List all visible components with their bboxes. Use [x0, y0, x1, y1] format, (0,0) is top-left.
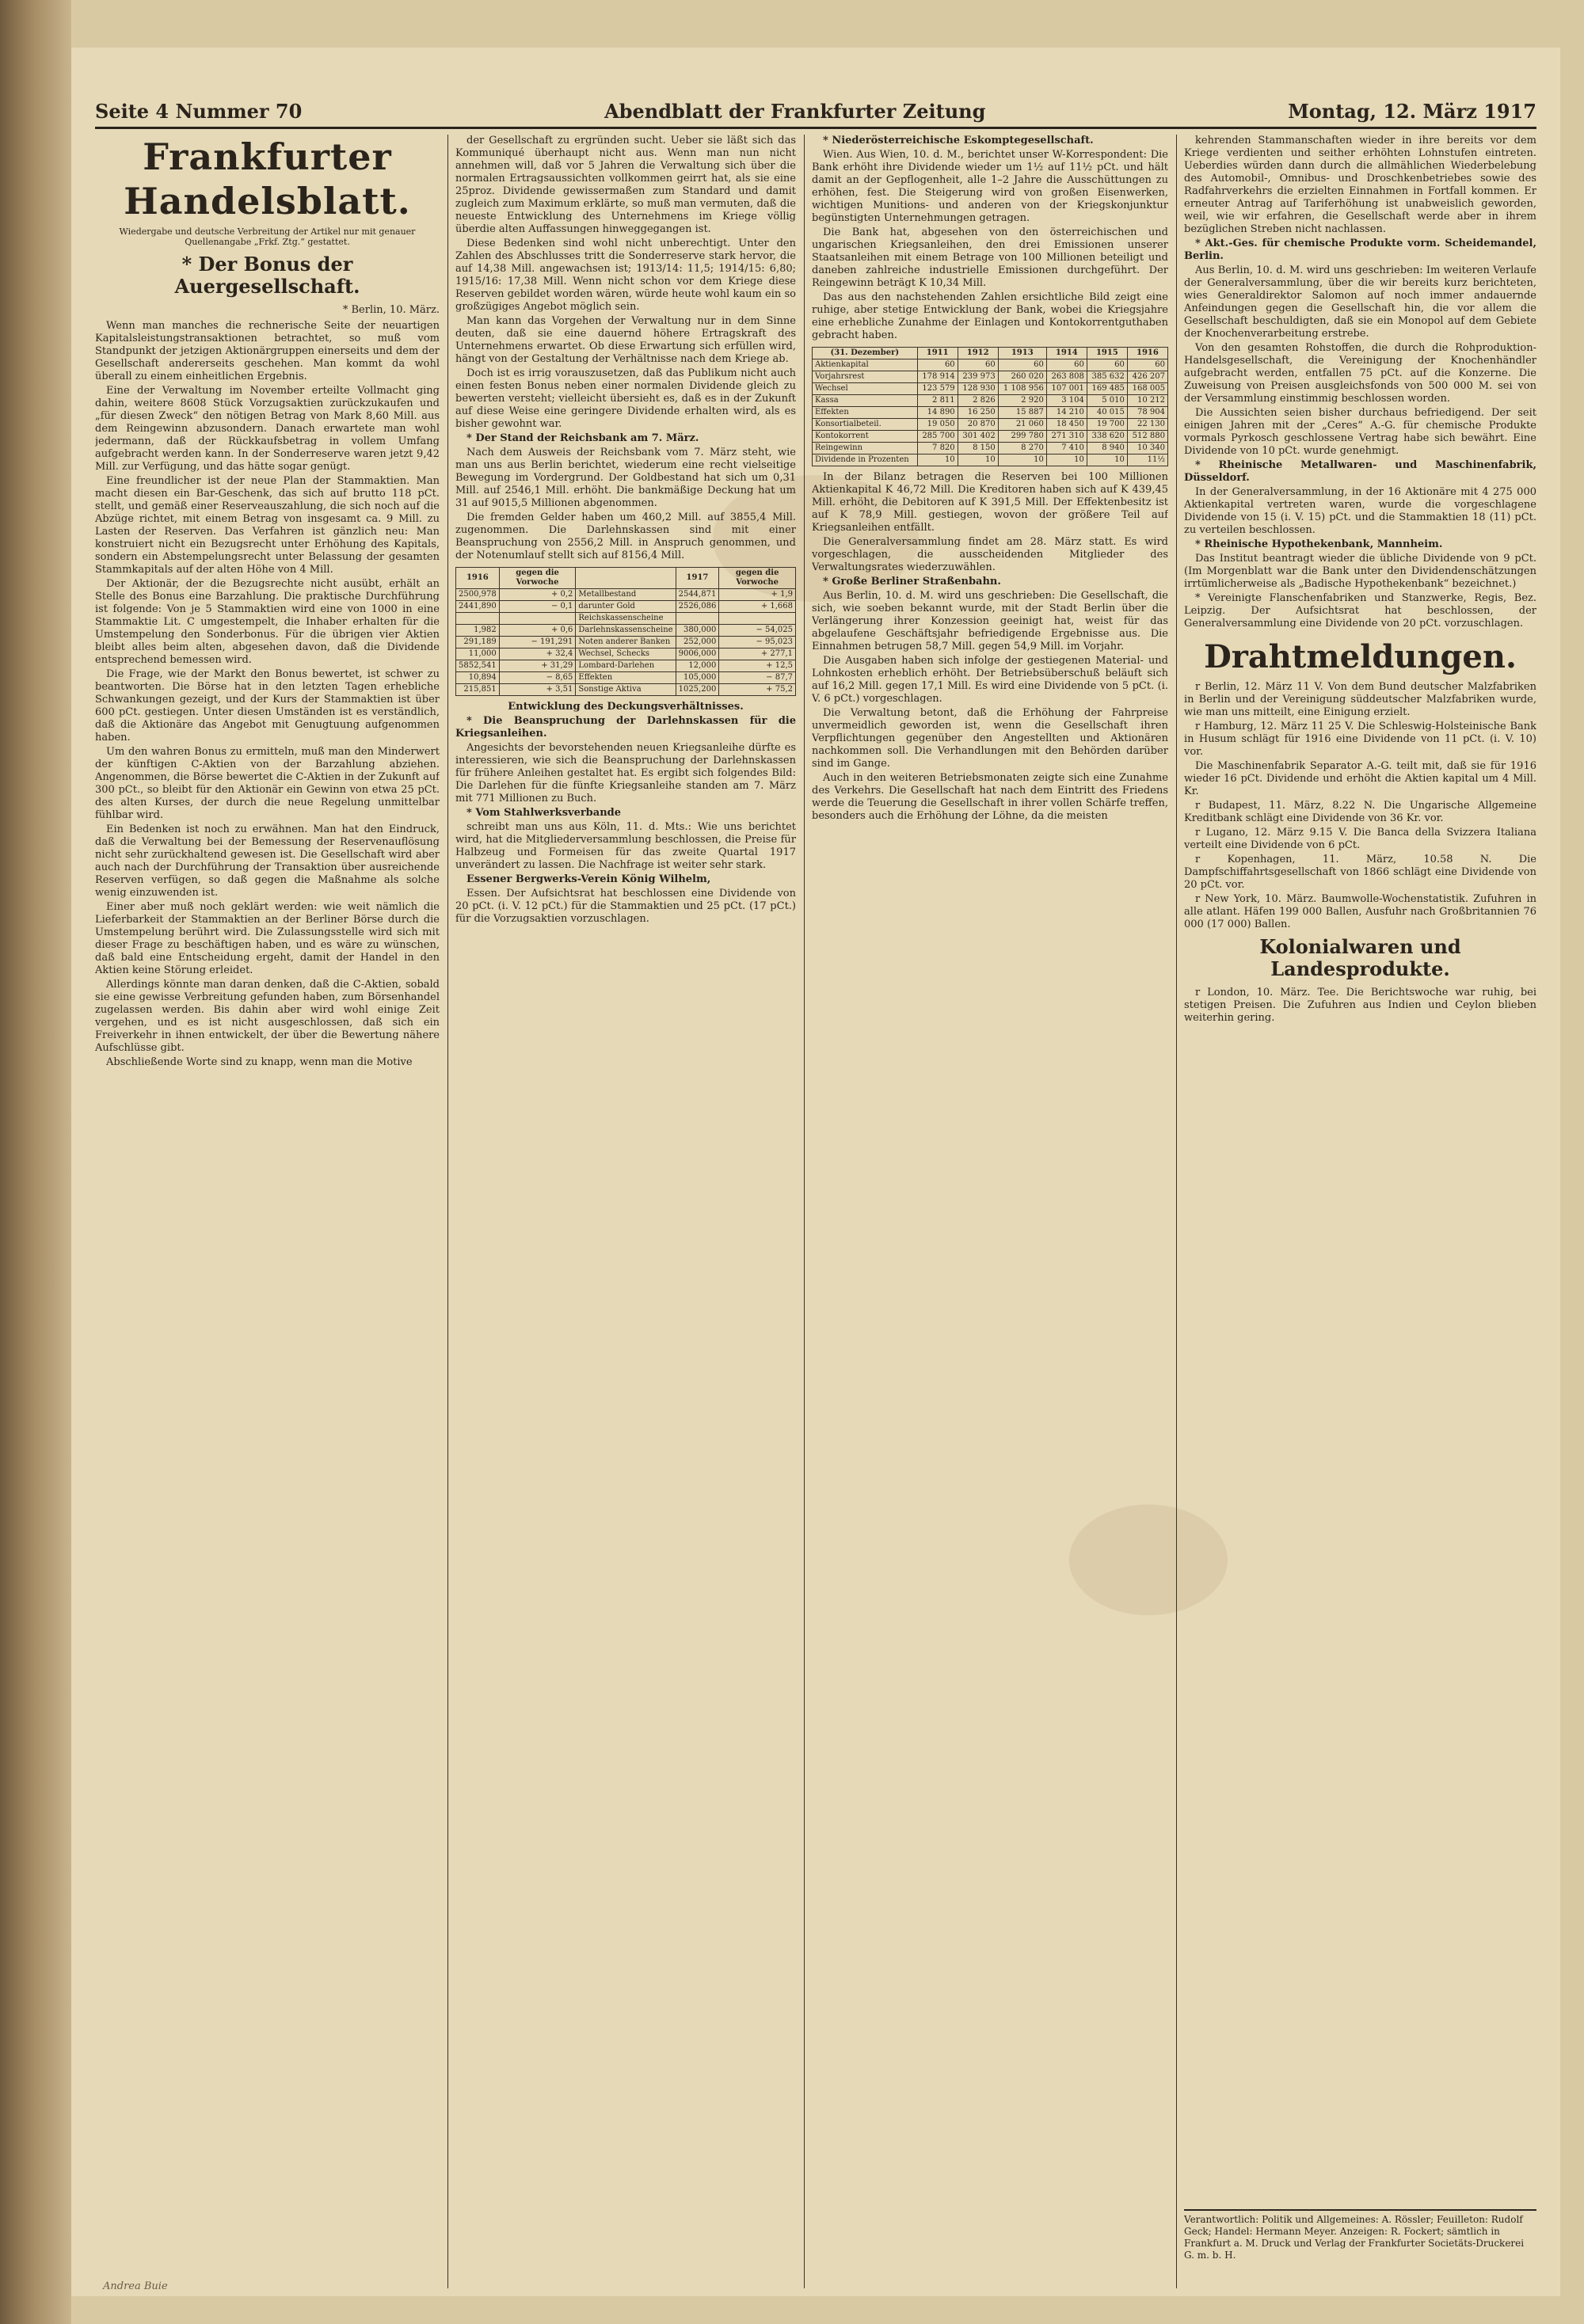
- table-cell: 10: [917, 455, 958, 466]
- table-cell: 20 870: [958, 419, 998, 431]
- paragraph: Die Generalversammlung findet am 28. März statt. Es wird vorgeschlagen, die ausscheidenden Mitglieder des Verwaltungsrates wiederzuwählen.: [812, 536, 1168, 573]
- table-cell: 385 632: [1087, 371, 1127, 383]
- table-cell: + 1,9: [719, 589, 796, 601]
- table-row: [456, 684, 796, 696]
- wire-item: r Kopenhagen, 11. März, 10.58 N. Die Dampfschiffahrtsgesellschaft von 1866 schlägt eine Dividende von 20 pCt. vor.: [1184, 854, 1536, 891]
- wire-item: r Berlin, 12. März 11 V. Von dem Bund deutscher Malzfabriken in Berlin und der Vereinigung süddeutscher Malzfabriken wurde, wie man uns mitteilt, eine Einigung erzielt.: [1184, 681, 1536, 718]
- table-cell: 2 811: [917, 395, 958, 407]
- wire-section-title: Drahtmeldungen.: [1204, 638, 1517, 675]
- table-cell: 10: [1046, 455, 1087, 466]
- paragraph: Eine freundlicher ist der neue Plan der Stammaktien. Man macht diesen ein Bar-Geschenk, das sich auf brutto 118 pCt. stellt, und gemäß einer Reserveauszahlung, die sich noch auf die Abzüge richtet, mit einem Betrag von insgesamt ca. 9 Mill. zu Lasten der Reserven. Das Verfahren ist gänzlich neu: Man konstruiert nicht ein Bezugsrecht unter Erhöhung des Kapitals, sondern ein Abstempelungsrecht unter Belassung der gesamten Stammkapitals auf der alten Höhe von 4 Mill.: [95, 475, 440, 576]
- article-title: * Vom Stahlwerksverbande: [466, 807, 622, 819]
- table-cell: 10 212: [1127, 395, 1167, 407]
- header-date: Montag, 12. März 1917: [1288, 99, 1536, 123]
- table-row: [456, 625, 796, 637]
- table-cell: Dividende in Prozenten: [813, 455, 918, 466]
- table-cell: − 54,025: [719, 625, 796, 637]
- table-cell: Noten anderer Banken: [576, 637, 676, 649]
- table-cell: 8 940: [1087, 443, 1127, 455]
- table-row: [813, 407, 1168, 419]
- table-cell: 291,189: [456, 637, 500, 649]
- table-header: 1914: [1046, 348, 1087, 359]
- table-cell: 21 060: [998, 419, 1046, 431]
- column-1: [95, 135, 440, 2288]
- article-title: * Der Stand der Reichsbank am 7. März.: [466, 432, 699, 444]
- paragraph: Um den wahren Bonus zu ermitteln, muß man den Minderwert der künftigen C-Aktien von der Barzahlung abziehen. Angenommen, die Börse bewertet die C-Aktien in der Zukunft auf 300 pCt., so bleibt für den Aktionär ein Gewinn von etwa 25 pCt. des alten Kurses, der durch die neue Regelung unmittelbar fühlbar wird.: [95, 746, 440, 821]
- table-cell: 426 207: [1127, 371, 1167, 383]
- table-cell: Aktienkapital: [813, 359, 918, 371]
- column-rule: [804, 135, 805, 2288]
- table-header: 1913: [998, 348, 1046, 359]
- wire-item: r Budapest, 11. März, 8.22 N. Die Ungarische Allgemeine Kreditbank schlägt eine Dividende von 36 Kr. vor.: [1184, 800, 1536, 824]
- paragraph: Aus Berlin, 10. d. M. wird uns geschrieben: Im weiteren Verlaufe der Generalversammlung, über die wir bereits kurz berichteten, wies Generaldirektor Salomon auf noch immer andauernde Anfeindungen gegen die Gesellschaft hin, die vor allem die Gesellschaft beschuldigten, daß sie ein Monopol auf dem Gebiete der Knochenverarbeitung erstrebe.: [1184, 264, 1536, 340]
- paragraph: Wien. Aus Wien, 10. d. M., berichtet unser W-Korrespondent: Die Bank erhöht ihre Dividende wieder um 1½ auf 11½ pCt. und hält damit an der Gepflogenheit, alle 1–2 Jahre die Ausschüttungen zu erhöhen, fest. Die Steigerung wird von großen Eisenwerken, wichtigen Munitions- und anderen von der Kriegskonjunktur begünstigten Unternehmungen getragen.: [812, 149, 1168, 224]
- table-cell: 263 808: [1046, 371, 1087, 383]
- handwritten-note: Andrea Buie: [103, 2280, 168, 2292]
- table-row: [813, 359, 1168, 371]
- paragraph: Die Bank hat, abgesehen von den österreichischen und ungarischen Kriegsanleihen, den drei Emissionen unserer Staatsanleihen mit einem Betrage von 100 Millionen beteiligt und daneben zahlreiche industrielle Emissionen durchgeführt. Der Reingewinn beträgt K 10,34 Mill.: [812, 226, 1168, 289]
- paragraph: Aus Berlin, 10. d. M. wird uns geschrieben: Die Gesellschaft, die sich, wie soeben bekannt wurde, mit der Stadt Berlin über die Verlängerung ihrer Konzession geeinigt hat, weist für das abgelaufene Geschäftsjahr befriedigende Ergebnisse aus. Die Einnahmen betrugen 58,7 Mill. gegen 54,9 Mill. im Vorjahr.: [812, 590, 1168, 652]
- table-cell: 2544,871: [676, 589, 719, 601]
- table-cell: 239 973: [958, 371, 998, 383]
- table-cell: [719, 613, 796, 625]
- table-row: [813, 383, 1168, 395]
- paragraph: Ein Bedenken ist noch zu erwähnen. Man hat den Eindruck, daß die Verwaltung bei der Bemessung der Reservenauflösung nicht sehr zurückhaltend gewesen ist. Die Gesellschaft wird aber auch nach der Durchführung der Transaktion über ausreichende Reserven verfügen, so daß gegen die Maßnahme als solche wenig einzuwenden ist.: [95, 823, 440, 899]
- table-cell: 10: [1087, 455, 1127, 466]
- paragraph: Das Institut beantragt wieder die übliche Dividende von 9 pCt. (Im Morgenblatt war die Bank unter den Dividendenschätzungen irrtümlicherweise als „Badische Hypothekenbank“ bezeichnet.): [1184, 553, 1536, 590]
- table-cell: 380,000: [676, 625, 719, 637]
- table-row: [456, 589, 796, 601]
- table-row: [456, 637, 796, 649]
- table-cell: 5852,541: [456, 660, 500, 672]
- table-header: 1915: [1087, 348, 1127, 359]
- table-cell: 168 005: [1127, 383, 1167, 395]
- table-cell: Sonstige Aktiva: [576, 684, 676, 696]
- reichsbank-table: [455, 567, 796, 696]
- table-cell: Effekten: [813, 407, 918, 419]
- table-cell: 19 700: [1087, 419, 1127, 431]
- table-cell: 2 920: [998, 395, 1046, 407]
- table-row: [813, 443, 1168, 455]
- column-3: [812, 135, 1168, 2288]
- table-row: [456, 649, 796, 660]
- table-row: [813, 419, 1168, 431]
- table-cell: 12,000: [676, 660, 719, 672]
- paragraph: In der Generalversammlung, in der 16 Aktionäre mit 4 275 000 Aktienkapital vertreten waren, wurde die vorgeschlagene Dividende von 15 (i. V. 15) pCt. und die Stammaktien 18 (11) pCt. zu verteilen beschlossen.: [1184, 486, 1536, 536]
- paragraph: kehrenden Stammanschaften wieder in ihre bereits vor dem Kriege verdienten und seither erhöhten Lohnstufen eintreten. Ueberdies würden dann durch die allmählichen Wiederbelebung des Automobil-, Omnibus- und Droschkenbetriebes sowie des Radfahrverkehrs die erzielten Einnahmen in Fortfall kommen. Er erneuter Antrag auf Tariferhöhung ist unabweislich geworden, weil, wie wir erfahren, die Gesellschaft werde aber in ihrem bezüglichen Streben nicht nachlassen.: [1184, 135, 1536, 235]
- table-row: [456, 660, 796, 672]
- wire-item: r Lugano, 12. März 9.15 V. Die Banca della Svizzera Italiana verteilt eine Dividende von 6 pCt.: [1184, 827, 1536, 851]
- table-cell: + 0,2: [499, 589, 576, 601]
- dateline: * Berlin, 10. März.: [342, 304, 440, 316]
- paragraph: Abschließende Worte sind zu knapp, wenn man die Motive: [106, 1056, 413, 1068]
- article-title: * Rheinische Metallwaren- und Maschinenfabrik, Düsseldorf.: [1184, 459, 1536, 484]
- table-row: [813, 395, 1168, 407]
- article-title: Essener Bergwerks-Verein König Wilhelm,: [466, 873, 711, 885]
- table-header: 1912: [958, 348, 998, 359]
- paragraph: Essen. Der Aufsichtsrat hat beschlossen eine Dividende von 20 pCt. (i. V. 12 pCt.) für die Stammaktien und 25 pCt. (17 pCt.) für die Vorzugsaktien vorzuschlagen.: [455, 888, 796, 925]
- paragraph: der Gesellschaft zu ergründen sucht. Ueber sie läßt sich das Kommuniqué überhaupt nicht aus. Wenn man nun nicht annehmen will, daß vor 5 Jahren die Verwaltung sich über die normalen Ertragsaussichten vollkommen geirrt hat, als sie eine 25proz. Dividende gewissermaßen zum Standard und damit zugleich zum Maximum erklärte, so muß man vermuten, daß die neueste Entwicklung des Unternehmens im Kriege völlig überdie alten Auffassungen hinweggegangen ist.: [455, 135, 796, 235]
- wire-item: r New York, 10. März. Baumwolle-Wochenstatistik. Zufuhren in alle atlant. Häfen 199 000 Ballen, Ausfuhr nach Großbritannien 76 000 (17 000) Ballen.: [1184, 893, 1536, 930]
- table-cell: 105,000: [676, 672, 719, 684]
- table-cell: + 12,5: [719, 660, 796, 672]
- table-cell: − 87,7: [719, 672, 796, 684]
- table-cell: 178 914: [917, 371, 958, 383]
- table-cell: − 0,1: [499, 601, 576, 613]
- table-cell: 1,982: [456, 625, 500, 637]
- section-masthead: Frankfurter Handelsblatt.: [124, 135, 411, 223]
- table-cell: 260 020: [998, 371, 1046, 383]
- table-cell: + 277,1: [719, 649, 796, 660]
- table-cell: Konsortialbeteil.: [813, 419, 918, 431]
- reprint-notice: Wiedergabe und deutsche Verbreitung der Artikel nur mit genauer Quellenangabe „Frkf. Ztg.“ gestattet.: [119, 226, 416, 247]
- paragraph: Wenn man manches die rechnerische Seite der neuartigen Kapitalsleistungstransaktionen betrachtet, so muß vom Standpunkt der jetzigen Aktionärgruppen einerseits und dem der Gesellschaft andererseits geschehen. Man kommt da wohl überall zu einem einheitlichen Ergebnis.: [95, 320, 440, 382]
- table-cell: Metallbestand: [576, 589, 676, 601]
- table-cell: Kontokorrent: [813, 431, 918, 443]
- table-cell: 9006,000: [676, 649, 719, 660]
- table-cell: 301 402: [958, 431, 998, 443]
- paragraph: Man kann das Vorgehen der Verwaltung nur in dem Sinne deuten, daß sie eine dauernd höhere Ertragskraft des Unternehmens erwartet. Ob diese Erwartung sich erfüllen wird, hängt von der Gestaltung der Verhältnisse nach dem Kriege ab.: [455, 315, 796, 365]
- table-header: 1917: [676, 568, 719, 589]
- table-cell: 2 826: [958, 395, 998, 407]
- paragraph: Einer aber muß noch geklärt werden: wie weit nämlich die Lieferbarkeit der Stammaktien an der Berliner Börse durch die Umstempelung berührt wird. Die Zulassungsstelle wird sich mit dieser Frage zu beschäftigen haben, und es wäre zu wünschen, daß bald eine Entscheidung ergeht, damit der Handel in den Aktien keine Störung erleidet.: [95, 901, 440, 976]
- table-cell: 8 150: [958, 443, 998, 455]
- table-cell: 169 485: [1087, 383, 1127, 395]
- table-cell: + 0,6: [499, 625, 576, 637]
- column-rule: [447, 135, 448, 2288]
- table-row: [456, 672, 796, 684]
- table-cell: 60: [1087, 359, 1127, 371]
- paragraph: * Vereinigte Flanschenfabriken und Stanzwerke, Regis, Bez. Leipzig. Der Aufsichtsrat hat beschlossen, der Generalversammlung eine Dividende von 20 pCt. vorzuschlagen.: [1184, 592, 1536, 629]
- table-cell: 2526,086: [676, 601, 719, 613]
- table-cell: + 75,2: [719, 684, 796, 696]
- table-cell: 18 450: [1046, 419, 1087, 431]
- table-cell: 60: [1046, 359, 1087, 371]
- table-cell: Vorjahrsrest: [813, 371, 918, 383]
- table-header: gegen die Vorwoche: [719, 568, 796, 589]
- table-cell: 285 700: [917, 431, 958, 443]
- article-title: * Die Beanspruchung der Darlehnskassen für die Kriegsanleihen.: [455, 715, 796, 740]
- paragraph: Angesichts der bevorstehenden neuen Kriegsanleihe dürfte es interessieren, wie sich die Beanspruchung der Darlehnskassen für frühere Anleihen gestaltet hat. Es ergibt sich folgendes Bild: Die Darlehen für die fünfte Kriegsanleihe standen am 7. März mit 771 Millionen zu Buch.: [455, 742, 796, 804]
- table-cell: 10: [998, 455, 1046, 466]
- article-title: * Akt.-Ges. für chemische Produkte vorm. Scheidemandel, Berlin.: [1184, 238, 1536, 262]
- table-cell: 1025,200: [676, 684, 719, 696]
- kolonial-section-title: Kolonialwaren und Landesprodukte.: [1259, 935, 1461, 980]
- eskompte-table: [812, 347, 1168, 466]
- table-cell: 14 890: [917, 407, 958, 419]
- column-rule: [1176, 135, 1177, 2288]
- wire-item: r Hamburg, 12. März 11 25 V. Die Schleswig-Holsteinische Bank in Husum schlägt für 1916 eine Dividende von 11 pCt. (i. V. 10) vor.: [1184, 721, 1536, 758]
- header-page-number: Seite 4 Nummer 70: [95, 99, 303, 123]
- imprint: Verantwortlich: Politik und Allgemeines: A. Rössler; Feuilleton: Rudolf Geck; Handel: Hermann Meyer. Anzeigen: R. Fockert; sämtlich in Frankfurt a. M. Druck und Verlag der Frankfurter Societäts-Druckerei G. m. b. H.: [1184, 2209, 1536, 2261]
- paragraph: Auch in den weiteren Betriebsmonaten zeigte sich eine Zunahme des Verkehrs. Die Gesellschaft hat nach dem Eintritt des Friedens werde die Teuerung die Gesellschaft in ihrer vollen Schärfe treffen, besonders auch die Erhöhung der Löhne, da die meisten: [812, 772, 1168, 822]
- table-cell: 2500,978: [456, 589, 500, 601]
- paragraph: Der Aktionär, der die Bezugsrechte nicht ausübt, erhält an Stelle des Bonus eine Barzahlung. Die praktische Durchführung ist folgende: Von je 5 Stammaktien wird eine von 1000 in eine Stammaktie Lit. C umgestempelt, die Inhaber erhalten für die Umstempelung den Sonderbonus. Für die übrigen vier Aktien bleibt alles beim alten, abgesehen davon, daß die Dividende entsprechend bemessen wird.: [95, 578, 440, 666]
- paragraph: Doch ist es irrig vorauszusetzen, daß das Publikum nicht auch einen festen Bonus neben einer normalen Dividende gleich zu bewerten versteht; vielleicht übersieht es, daß es in der Zukunft auf diese Weise eine geringere Dividende erhalten wird, als es bisher gewohnt war.: [455, 367, 796, 430]
- article-title: * Der Bonus der Auergesellschaft.: [174, 253, 360, 298]
- table-cell: 22 130: [1127, 419, 1167, 431]
- article-title: * Niederösterreichische Eskomptegesellschaft.: [823, 135, 1094, 146]
- table-cell: 15 887: [998, 407, 1046, 419]
- table-cell: − 95,023: [719, 637, 796, 649]
- table-cell: Effekten: [576, 672, 676, 684]
- table-cell: [499, 613, 576, 625]
- table-cell: 19 050: [917, 419, 958, 431]
- paragraph: Eine der Verwaltung im November erteilte Vollmacht ging dahin, weitere 8608 Stück Vorzugsaktien zurückzukaufen und „für diesen Zweck“ den nötigen Betrag von Mark 8,60 Mill. aus dem Reingewinn abzusondern. Danach erwartete man wohl jedermann, daß der Rückkaufsbetrag in vollem Umfang aufgebracht werden kann. In der Sonderreserve waren jetzt 9,42 Mill. zur Verfügung, und das hätte sogar genügt.: [95, 385, 440, 473]
- table-cell: 10 340: [1127, 443, 1167, 455]
- table-cell: Darlehnskassenscheine: [576, 625, 676, 637]
- table-cell: 107 001: [1046, 383, 1087, 395]
- paragraph: Allerdings könnte man daran denken, daß die C-Aktien, sobald sie eine gewisse Verbreitung gefunden haben, zum Börsenhandel zugelassen werden. Bis dahin aber wird wohl einige Zeit vergehen, und es ist nicht ausgeschlossen, daß sich ein Freiverkehr in ihnen entwickelt, der über die Bewertung nähere Aufschlüsse gibt.: [95, 979, 440, 1054]
- table-cell: 60: [998, 359, 1046, 371]
- table-cell: Reingewinn: [813, 443, 918, 455]
- table-cell: + 1,668: [719, 601, 796, 613]
- paragraph: Nach dem Ausweis der Reichsbank vom 7. März steht, wie man uns aus Berlin berichtet, wiederum eine recht vielseitige Bewegung im Vordergrund. Der Goldbestand hat sich um 0,31 Mill. auf 2546,1 Mill. erhöht. Die bankmäßige Deckung hat um 31 auf 9015,5 Millionen abgenommen.: [455, 447, 796, 509]
- table-row: [813, 371, 1168, 383]
- table-cell: 5 010: [1087, 395, 1127, 407]
- table-cell: Kassa: [813, 395, 918, 407]
- table-cell: 271 310: [1046, 431, 1087, 443]
- table-header: [576, 568, 676, 589]
- column-4: [1184, 135, 1536, 2201]
- table-cell: 2441,890: [456, 601, 500, 613]
- table-cell: − 191,291: [499, 637, 576, 649]
- table-row: [456, 613, 796, 625]
- table-cell: 11½: [1127, 455, 1167, 466]
- paragraph: Die Frage, wie der Markt den Bonus bewertet, ist schwer zu beantworten. Die Börse hat in den letzten Tagen erhebliche Schwankungen gezeigt, und der Kurs der Stammaktien ist über 600 pCt. gestiegen. Unter diesen Umständen ist es verständlich, daß die Aktionäre das Angebot mit Genugtuung aufgenommen haben.: [95, 668, 440, 744]
- binding-gutter: [0, 0, 71, 2324]
- table-cell: + 3,51: [499, 684, 576, 696]
- table-header: 1916: [1127, 348, 1167, 359]
- table-cell: 128 930: [958, 383, 998, 395]
- table-cell: 7 820: [917, 443, 958, 455]
- table-header: 1911: [917, 348, 958, 359]
- table-cell: 512 880: [1127, 431, 1167, 443]
- table-cell: 16 250: [958, 407, 998, 419]
- table-row: [813, 455, 1168, 466]
- table-cell: 11,000: [456, 649, 500, 660]
- article-title: * Große Berliner Straßenbahn.: [823, 576, 1001, 588]
- paragraph: Die Ausgaben haben sich infolge der gestiegenen Material- und Lohnkosten erheblich erhöht. Der Betriebsüberschuß beläuft sich auf 16,2 Mill. gegen 17,1 Mill. Es wird eine Dividende von 5 pCt. (i. V. 6 pCt.) vorgeschlagen.: [812, 655, 1168, 705]
- table-cell: 10: [958, 455, 998, 466]
- paragraph: Von den gesamten Rohstoffen, die durch die Rohproduktion-Handelsgesellschaft, die Vereinigung der Knochenhändler aufgebracht werden, entfallen 75 pCt. auf die Konzerne. Die Zuweisung von Preisen ausgleichsfonds von 500 000 M. sei von der Versammlung einstimmig beschlossen worden.: [1184, 342, 1536, 405]
- table-cell: 40 015: [1087, 407, 1127, 419]
- table-cell: 338 620: [1087, 431, 1127, 443]
- table-header: (31. Dezember): [813, 348, 918, 359]
- table-cell: 3 104: [1046, 395, 1087, 407]
- table-header: gegen die Vorwoche: [499, 568, 576, 589]
- article-title: * Rheinische Hypothekenbank, Mannheim.: [1195, 538, 1443, 550]
- table-cell: Wechsel, Schecks: [576, 649, 676, 660]
- paragraph: Das aus den nachstehenden Zahlen ersichtliche Bild zeigt eine ruhige, aber stetige Entwicklung der Bank, wobei die Kriegsjahre eine erhebliche Zunahme der Einlagen und Kontokorrentguthaben gebracht haben.: [812, 291, 1168, 341]
- table-cell: + 31,29: [499, 660, 576, 672]
- table-row: [813, 431, 1168, 443]
- column-2: [455, 135, 796, 2288]
- table-header: 1916: [456, 568, 500, 589]
- table-cell: 8 270: [998, 443, 1046, 455]
- table-cell: [456, 613, 500, 625]
- table-cell: 60: [917, 359, 958, 371]
- header-paper-title: Abendblatt der Frankfurter Zeitung: [604, 99, 986, 123]
- paragraph: Diese Bedenken sind wohl nicht unberechtigt. Unter den Zahlen des Abschlusses tritt die Sonderreserve stark hervor, die auf 14,38 Mill. angewachsen ist; 1913/14: 11,5; 1914/15: 6,80; 1915/16: 17,38 Mill. Wenn nicht schon vor dem Kriege diese Reserven gebildet worden wären, würde heute wohl kaum ein so großzügiges Angebot möglich sein.: [455, 238, 796, 313]
- table-cell: Reichskassenscheine: [576, 613, 676, 625]
- paragraph: Die Verwaltung betont, daß die Erhöhung der Fahrpreise unvermeidlich geworden ist, wenn die Gesellschaft ihren Verpflichtungen gegenüber den Angestellten und Aktionären nachkommen soll. Die Verhandlungen mit den Behörden darüber sind im Gange.: [812, 707, 1168, 770]
- table-cell: + 32,4: [499, 649, 576, 660]
- paragraph: Die fremden Gelder haben um 460,2 Mill. auf 3855,4 Mill. zugenommen. Die Darlehnskassen sind mit einer Beanspruchung von 2556,2 Mill. in Anspruch genommen, und der Notenumlauf stellt sich auf 8156,4 Mill.: [455, 512, 796, 561]
- wire-item: Die Maschinenfabrik Separator A.-G. teilt mit, daß sie für 1916 wieder 16 pCt. Dividende und erhöht die Aktien kapital um 4 Mill. Kr.: [1184, 760, 1536, 797]
- page-header: [95, 95, 1536, 129]
- table-cell: 252,000: [676, 637, 719, 649]
- table-title: Entwicklung des Deckungsverhältnisses.: [508, 701, 744, 713]
- table-cell: 14 210: [1046, 407, 1087, 419]
- table-cell: 78 904: [1127, 407, 1167, 419]
- table-cell: Wechsel: [813, 383, 918, 395]
- table-cell: 60: [958, 359, 998, 371]
- table-cell: darunter Gold: [576, 601, 676, 613]
- paragraph: Die Aussichten seien bisher durchaus befriedigend. Der seit einigen Jahren mit der „Ceres“ A.-G. für chemische Produkte vormals Pyrkosch geschlossene Vertrag habe sich bewährt. Eine Dividende von 10 pCt. wurde genehmigt.: [1184, 407, 1536, 457]
- table-cell: 1 108 956: [998, 383, 1046, 395]
- table-cell: 7 410: [1046, 443, 1087, 455]
- table-cell: 10,894: [456, 672, 500, 684]
- table-cell: 215,851: [456, 684, 500, 696]
- paragraph: In der Bilanz betragen die Reserven bei 100 Millionen Aktienkapital K 46,72 Mill. Die Kreditoren haben sich auf K 439,45 Mill. erhöht, die Debitoren auf K 391,5 Mill. Der Effektenbesitz ist auf K 78,9 Mill. gestiegen, wovon der größere Teil auf Kriegsanleihen entfällt.: [812, 471, 1168, 534]
- table-cell: Lombard-Darlehen: [576, 660, 676, 672]
- table-cell: [676, 613, 719, 625]
- paragraph: schreibt man uns aus Köln, 11. d. Mts.: Wie uns berichtet wird, hat die Mitgliederversammlung beschlossen, die Preise für Halbzeug und Formeisen für das zweite Quartal 1917 unverändert zu lassen. Die Nachfrage ist weiter sehr stark.: [455, 821, 796, 871]
- paragraph: r London, 10. März. Tee. Die Berichtswoche war ruhig, bei stetigen Preisen. Die Zufuhren aus Indien und Ceylon blieben weiterhin gering.: [1184, 987, 1536, 1024]
- table-cell: − 8,65: [499, 672, 576, 684]
- table-cell: 123 579: [917, 383, 958, 395]
- table-row: [456, 601, 796, 613]
- table-cell: 60: [1127, 359, 1167, 371]
- table-cell: 299 780: [998, 431, 1046, 443]
